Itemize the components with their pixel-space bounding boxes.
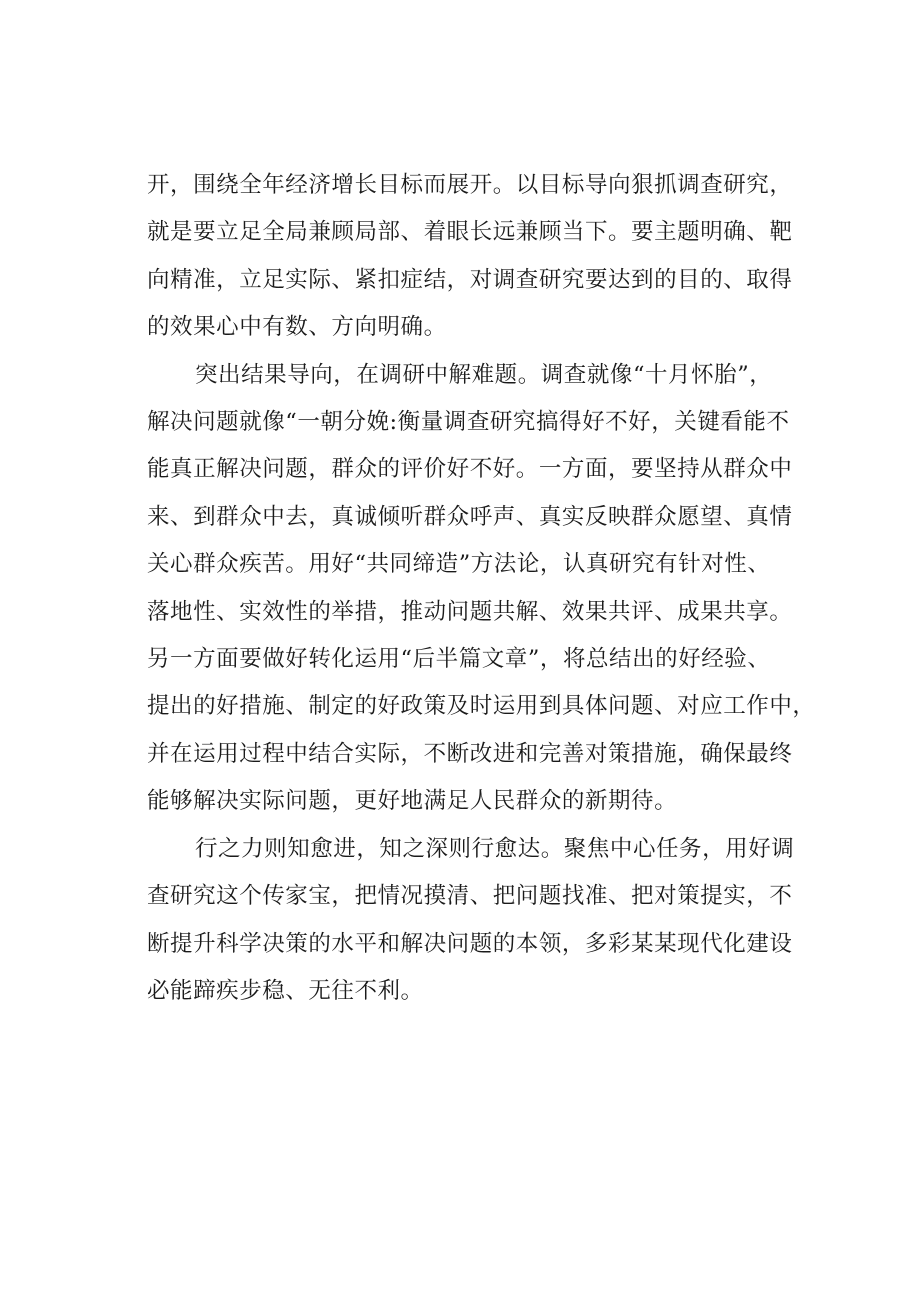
text-line: 开，围绕全年经济增长目标而展开。以目标导向狠抓调查研究，	[147, 172, 793, 198]
text-line: 能真正解决问题，群众的评价好不好。一方面，要坚持从群众中	[147, 456, 793, 483]
paragraph-1	[147, 162, 807, 352]
text-line: 就是要立足全局兼顾局部、着眼长远兼顾当下。要主题明确、靶	[147, 219, 793, 246]
text-line: 落地性、实效性的举措，推动问题共解、效果共评、成果共享。	[147, 598, 793, 625]
text-line: 来、到群众中去，真诚倾听群众呼声、真实反映群众愿望、真情	[147, 503, 793, 530]
text-line: 必能蹄疾步稳、无往不利。	[147, 977, 424, 1004]
text-line: 向精准，立足实际、紧扣症结，对调查研究要达到的目的、取得	[147, 266, 793, 293]
text-line: 另一方面要做好转化运用“后半篇文章”，将总结出的好经验、	[147, 646, 771, 673]
text-line: 突出结果导向，在调研中解难题。调查就像“十月怀胎”，	[195, 361, 773, 388]
text-line: 查研究这个传家宝，把情况摸清、把问题找准、把对策提实，不	[147, 883, 793, 910]
text-line: 的效果心中有数、方向明确。	[147, 314, 447, 341]
text-line: 能够解决实际问题，更好地满足人民群众的新期待。	[147, 788, 678, 815]
text-line: 行之力则知愈进，知之深则行愈达。聚焦中心任务，用好调	[195, 835, 795, 862]
text-line: 断提升科学决策的水平和解决问题的本领，多彩某某现代化建设	[147, 930, 793, 957]
document-body	[147, 162, 816, 1015]
text-line: 关心群众疾苦。用好“共同缔造”方法论，认真研究有针对性、	[147, 551, 771, 578]
text-line: 提出的好措施、制定的好政策及时运用到具体问题、对应工作中，	[147, 693, 816, 720]
text-line: 并在运用过程中结合实际，不断改进和完善对策措施，确保最终	[147, 740, 793, 767]
text-line: 解决问题就像“一朝分娩:衡量调查研究搞得好不好，关键看能不	[147, 409, 790, 436]
paragraph-2	[147, 352, 816, 826]
paragraph-3	[147, 826, 807, 1016]
